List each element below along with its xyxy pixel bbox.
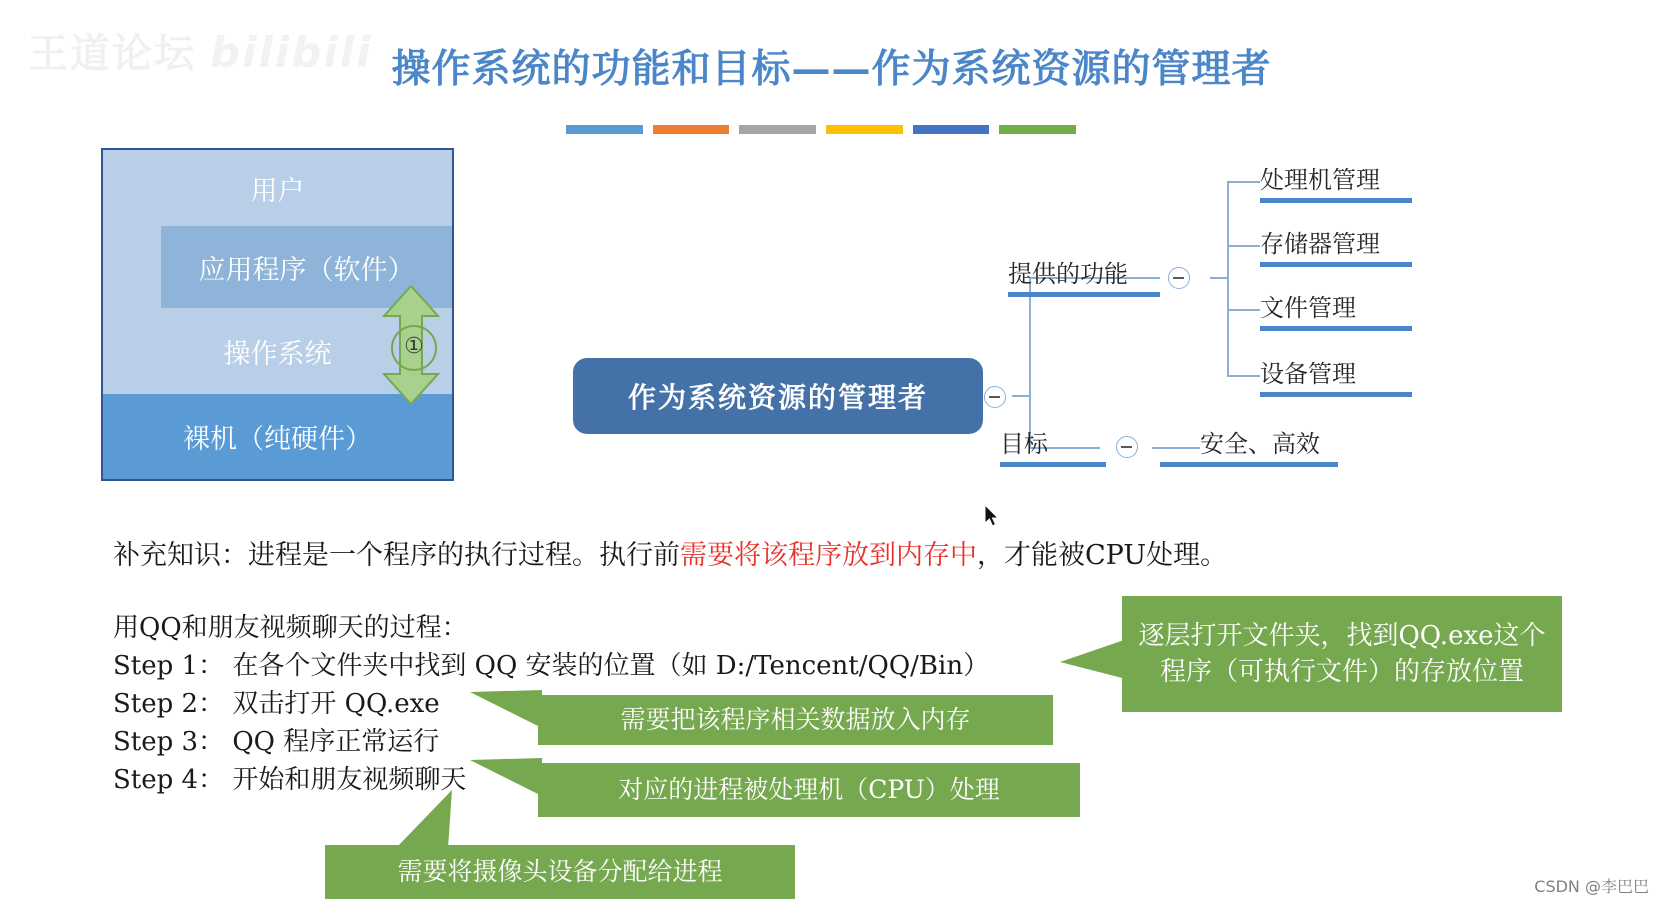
supplement-suffix: ，才能被CPU处理。 [977, 540, 1228, 571]
mindmap [560, 148, 1660, 498]
step-item-3: Step 3： QQ 程序正常运行 [113, 727, 440, 757]
mindmap-leaf-safe-efficient-underline [1160, 462, 1338, 467]
supplement-text [113, 533, 1227, 572]
callout-camera-tail [352, 790, 452, 852]
title-underline-seg-1 [566, 125, 643, 134]
mindmap-leaf-file-underline [1260, 326, 1412, 331]
watermark-text-cn: 王道论坛 [28, 32, 196, 76]
step-item-2: Step 2： 双击打开 QQ.exe [113, 689, 440, 719]
mouse-cursor [985, 505, 1001, 527]
stack-row-user: 用户 [103, 150, 452, 226]
mindmap-connectors [560, 148, 1660, 498]
page-title: 操作系统的功能和目标——作为系统资源的管理者 [391, 46, 1272, 92]
collapse-toggle-functions[interactable] [1168, 267, 1190, 289]
callout-memory: 需要把该程序相关数据放入内存 [538, 695, 1053, 745]
collapse-toggle-goal[interactable] [1116, 436, 1138, 458]
step-item-4: Step 4： 开始和朋友视频聊天 [113, 765, 467, 795]
mindmap-branch-functions-underline [1008, 292, 1160, 297]
steps-heading: 用QQ和朋友视频聊天的过程： [113, 613, 468, 643]
title-underline-seg-2 [653, 125, 730, 134]
stack-row-bare-machine: 裸机（纯硬件） [103, 394, 452, 479]
mindmap-leaf-processor-underline [1260, 198, 1412, 203]
title-underline-seg-4 [826, 125, 903, 134]
title-underline [566, 125, 1076, 134]
collapse-toggle-root[interactable] [984, 386, 1006, 408]
mindmap-leaf-file-management[interactable]: 文件管理 [1260, 294, 1356, 322]
callout-memory-tail [470, 688, 542, 736]
mindmap-branch-goal-underline [1000, 462, 1106, 467]
supplement-prefix: 补充知识：进程是一个程序的执行过程。执行前 [113, 540, 680, 571]
mindmap-leaf-processor-management[interactable]: 处理机管理 [1260, 166, 1380, 194]
mindmap-branch-functions-label[interactable]: 提供的功能 [1008, 260, 1128, 288]
callout-camera: 需要将摄像头设备分配给进程 [325, 845, 795, 899]
callout-cpu-tail [470, 756, 542, 804]
mindmap-branch-goal-label[interactable]: 目标 [1000, 430, 1048, 458]
callout-find-file-tail [1060, 636, 1130, 682]
stack-row-operating-system: 操作系统 [103, 308, 452, 394]
callout-find-file: 逐层打开文件夹，找到QQ.exe这个程序（可执行文件）的存放位置 [1122, 596, 1562, 712]
mindmap-leaf-device-underline [1260, 392, 1412, 397]
mindmap-leaf-safe-efficient[interactable]: 安全、高效 [1200, 430, 1320, 458]
title-underline-seg-3 [739, 125, 816, 134]
title-underline-seg-6 [999, 125, 1076, 134]
step-item-1: Step 1： 在各个文件夹中找到 QQ 安装的位置（如 D:/Tencent/QQ/Bin） [113, 651, 990, 681]
stack-row-application: 应用程序（软件） [161, 226, 452, 308]
credit-label: CSDN @李巴巴 [1534, 877, 1649, 896]
callout-cpu: 对应的进程被处理机（CPU）处理 [538, 763, 1080, 817]
mindmap-leaf-storage-underline [1260, 262, 1412, 267]
watermark-text-bilibili: bilibili [210, 28, 373, 77]
mindmap-leaf-storage-management[interactable]: 存储器管理 [1260, 230, 1380, 258]
badge-number-one: ① [391, 325, 437, 371]
mindmap-leaf-device-management[interactable]: 设备管理 [1260, 360, 1356, 388]
title-underline-seg-5 [913, 125, 990, 134]
mindmap-root-node[interactable]: 作为系统资源的管理者 [573, 358, 983, 434]
supplement-highlight: 需要将该程序放到内存中 [680, 540, 977, 571]
